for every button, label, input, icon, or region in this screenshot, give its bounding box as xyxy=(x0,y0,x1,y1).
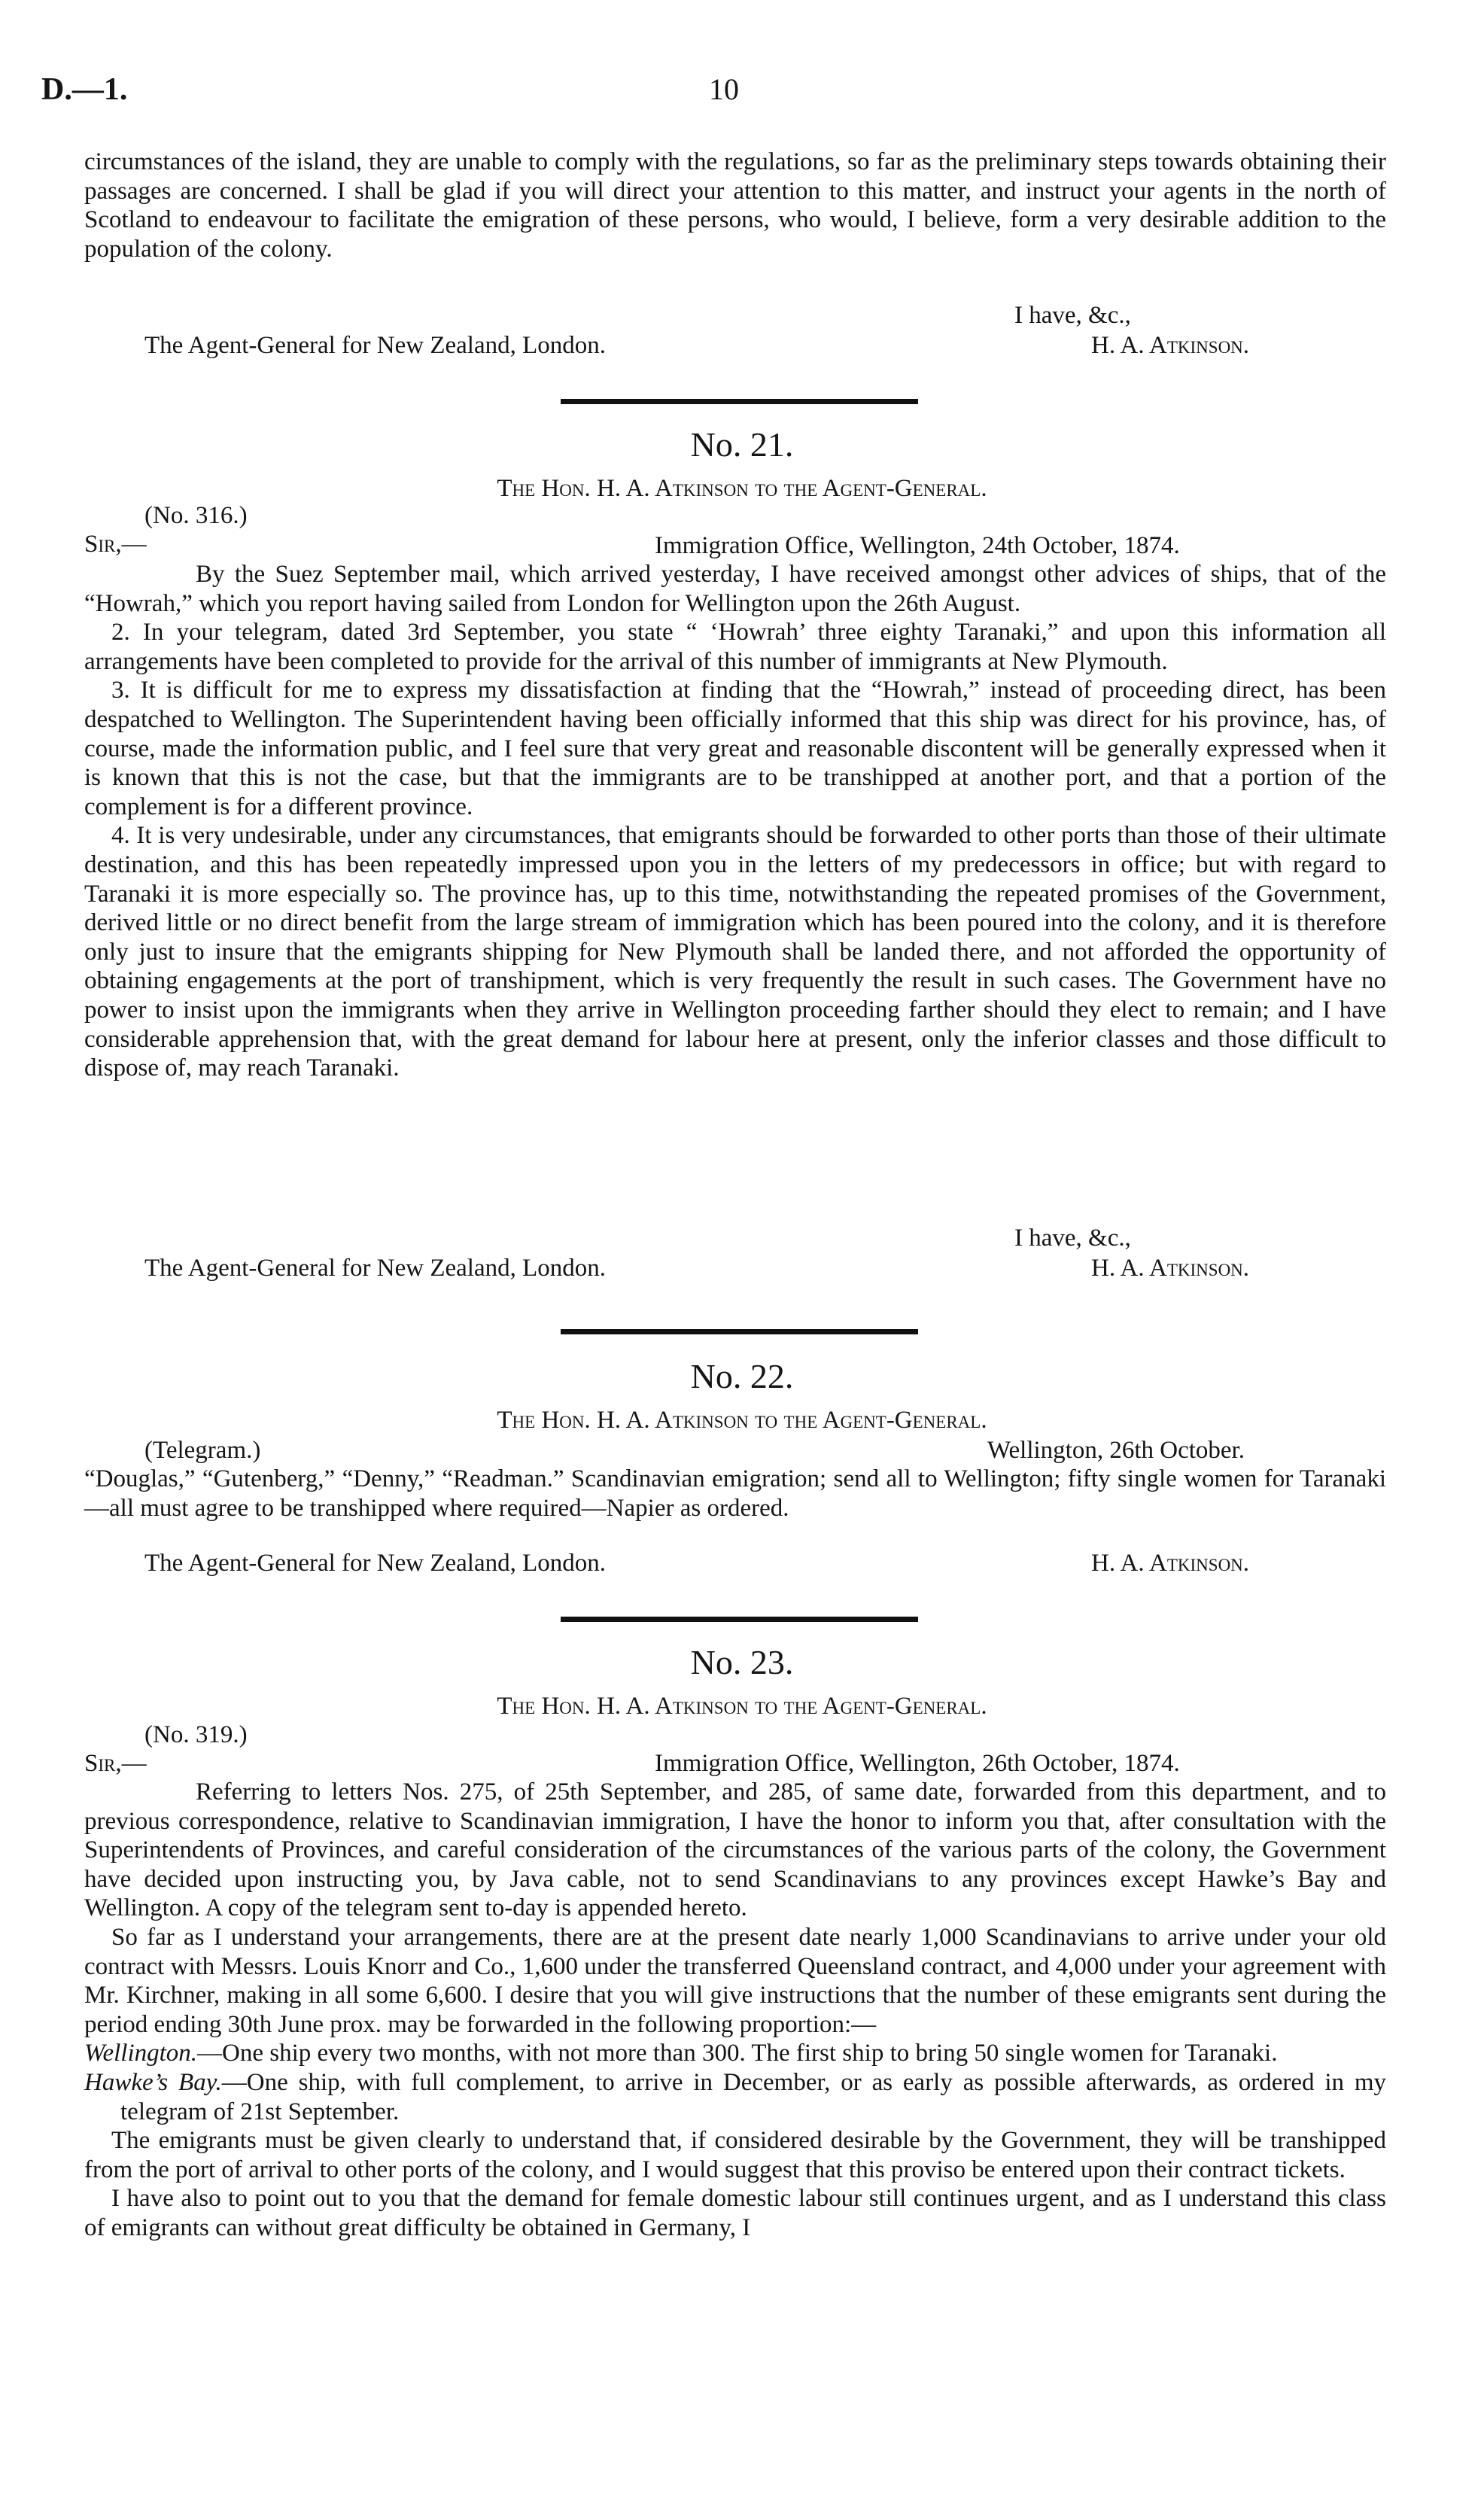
page-number: 10 xyxy=(709,72,739,106)
letter-22-number: No. 22. xyxy=(690,1357,794,1395)
item-label: Hawke’s Bay. xyxy=(84,2068,222,2096)
letter-23-from: The Hon. H. A. Atkinson to the Agent-General. xyxy=(497,1693,987,1720)
letter-23-number: No. 23. xyxy=(690,1643,794,1681)
letter-21-paragraph: 4. It is very undesirable, under any circumstances, that emigrants should be forwarded to other ports than those of their ultimate destination, and this has been repeatedly impressed upon you in the letters of my predecessors in office; but with regard to Taranaki it is more especially so. The province has, up to this time, notwithstanding the repeated promises of the Government, derived little or no direct benefit from the large stream of immigration which has been poured into the colony, and it is therefore only just to insure that the emigrants shipping for New Plymouth shall be landed there, and not afforded the opportunity of obtaining engagements at the port of transhipment, which is very frequently the result in such cases. The Government have no power to insist upon the immigrants when they arrive in Wellington proceeding farther should they elect to remain; and I have considerable apprehension that, with the great demand for labour here at present, only the inferior classes and those difficult to dispose of, may reach Taranaki. xyxy=(84,822,1386,1082)
letter-23-ref: (No. 319.) xyxy=(144,1721,248,1748)
item-text: —One ship every two months, with not more than 300. The first ship to bring 50 single women for Taranaki. xyxy=(197,2040,1278,2067)
letter-23-body xyxy=(84,1778,1386,2243)
document-reference: D.—1. xyxy=(41,72,128,107)
letter-21-ref: (No. 316.) xyxy=(144,502,248,529)
letter-21-signature: H. A. Atkinson. xyxy=(1091,1255,1250,1282)
letter-23-paragraph-1: Referring to letters Nos. 275, of 25th September, and 285, of same date, forwarded from this department, and to previous correspondence, relative to Scandinavian immigration, I have the honor to inform you that, after consultation with the Superintendents of Provinces, and careful consideration of the circumstances of the various parts of the colony, the Government have decided upon instructing you, by Java cable, not to send Scandinavians to any provinces except Hawke’s Bay and Wellington. A copy of the telegram sent to-day is appended hereto. xyxy=(84,1778,1386,1922)
letter-23-item-wellington xyxy=(84,2039,1386,2068)
letter-21-addressee: The Agent-General for New Zealand, London. xyxy=(144,1255,607,1282)
letter-21-body xyxy=(84,560,1386,1083)
letter-21-paragraph: 2. In your telegram, dated 3rd September, you state “ ‘Howrah’ three eighty Taranaki,” and upon this information all arrangements have been completed to provide for the arrival of this number of immigrants at New Plymouth. xyxy=(84,619,1386,675)
intro-paragraph xyxy=(84,148,1386,263)
section-divider xyxy=(561,1617,918,1622)
letter-21-from: The Hon. H. A. Atkinson to the Agent-General. xyxy=(497,475,987,502)
letter-21-place-date: Immigration Office, Wellington, 24th October, 1874. xyxy=(655,532,1180,559)
letter-23-paragraph-3: The emigrants must be given clearly to understand that, if considered desirable by the Government, they will be transhipped from the port of arrival to other ports of the colony, and I would suggest that this proviso be entered upon their contract tickets. xyxy=(84,2127,1386,2183)
letter-22-from: The Hon. H. A. Atkinson to the Agent-General. xyxy=(497,1407,987,1434)
letter-21-paragraph: 3. It is difficult for me to express my dissatisfaction at finding that the “Howrah,” instead of proceeding direct, has been despatched to Wellington. The Superintendent having been officially informed that this ship was direct for his province, has, of course, made the information public, and I feel sure that very great and reasonable discontent will be generally expressed when it is known that this is not the case, but that the immigrants are to be transhipped at another port, and that a portion of the complement is for a different province. xyxy=(84,677,1386,820)
letter-22-signature: H. A. Atkinson. xyxy=(1091,1550,1250,1577)
intro-signature: H. A. Atkinson. xyxy=(1091,332,1250,359)
intro-closing: I have, &c., xyxy=(1014,302,1131,329)
letter-21-closing: I have, &c., xyxy=(1014,1225,1131,1252)
letter-23-paragraph-4: I have also to point out to you that the demand for female domestic labour still continues urgent, and as I understand this class of emigrants can without great difficulty be obtained in Germany, I xyxy=(84,2185,1386,2241)
intro-text: circumstances of the island, they are unable to comply with the regulations, so far as the preliminary steps towards obtaining their passages are concerned. I shall be glad if you will direct your attention to this matter, and instruct your agents in the north of Scotland to endeavour to facilitate the emigration of these persons, who would, I believe, form a very desirable addition to the population of the colony. xyxy=(84,148,1386,263)
letter-21-salutation: Sir,— xyxy=(84,531,147,558)
section-divider xyxy=(561,1329,918,1334)
letter-22-body xyxy=(84,1465,1386,1523)
section-divider xyxy=(561,399,918,404)
intro-addressee: The Agent-General for New Zealand, London. xyxy=(144,332,607,359)
item-label: Wellington. xyxy=(84,2040,198,2067)
letter-22-addressee: The Agent-General for New Zealand, London. xyxy=(144,1550,607,1577)
letter-21-number: No. 21. xyxy=(690,425,794,464)
letter-22-text: “Douglas,” “Gutenberg,” “Denny,” “Readman.” Scandinavian emigration; send all to Wellington; fifty single women for Taranaki—all must agree to be transhipped where required—Napier as ordered. xyxy=(84,1465,1386,1522)
letter-22-place-date: Wellington, 26th October. xyxy=(987,1437,1245,1464)
letter-23-paragraph-2: So far as I understand your arrangements, there are at the present date nearly 1,000 Scandinavians to arrive under your old contract with Messrs. Louis Knorr and Co., 1,600 under the transferred Queensland contract, and 4,000 under your agreement with Mr. Kirchner, making in all some 6,600. I desire that you will give instructions that the number of these emigrants sent during the period ending 30th June prox. may be forwarded in the following proportion:— xyxy=(84,1923,1386,2038)
letter-23-place-date: Immigration Office, Wellington, 26th October, 1874. xyxy=(655,1750,1180,1777)
letter-21-paragraph: By the Suez September mail, which arrived yesterday, I have received amongst other advices of ships, that of the “Howrah,” which you report having sailed from London for Wellington upon the 26th August. xyxy=(84,561,1386,617)
item-text: —One ship, with full complement, to arrive in December, or as early as possible afterwards, as ordered in my telegram of 21st September. xyxy=(120,2068,1386,2125)
letter-23-item-hawkes-bay xyxy=(84,2068,1386,2126)
letter-23-salutation: Sir,— xyxy=(84,1750,147,1777)
letter-22-ref: (Telegram.) xyxy=(144,1437,261,1464)
